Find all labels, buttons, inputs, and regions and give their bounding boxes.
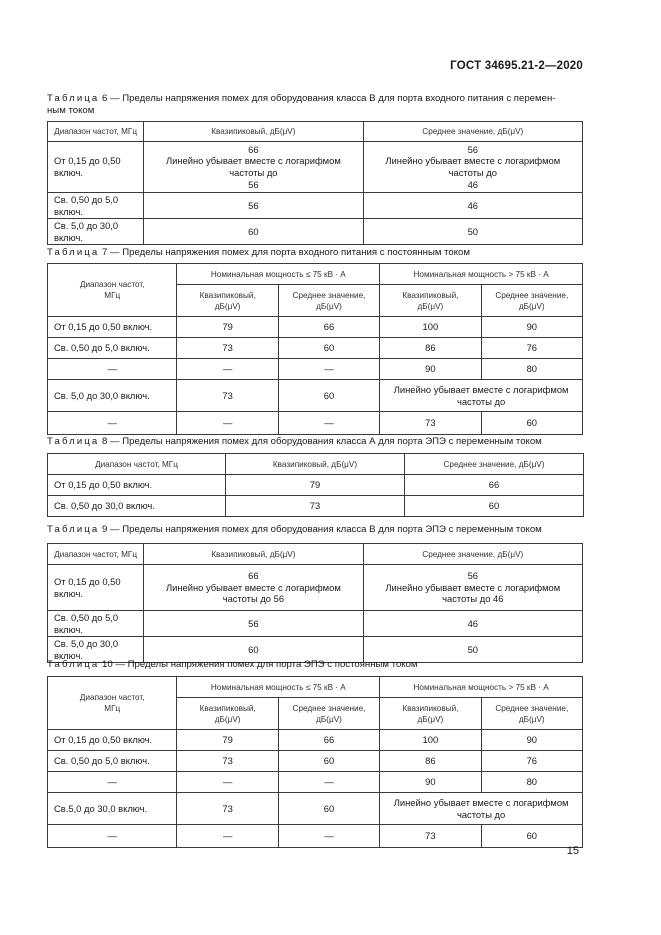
- header-frequency-range: Диапазон частот, МГц: [48, 454, 226, 475]
- caption-word: Таблица: [47, 659, 100, 670]
- table-row: [48, 751, 583, 772]
- table-row: [48, 219, 583, 245]
- table10-caption: [47, 659, 587, 671]
- cell-quasi-peak: 56: [144, 193, 363, 219]
- table-10: [47, 676, 583, 848]
- cell-range: Св. 0,50 до 5,0 включ.: [48, 751, 177, 772]
- cell-value: 76: [481, 338, 582, 359]
- cell-value: —: [278, 359, 379, 380]
- header-line: дБ(μV): [417, 301, 444, 311]
- header-line: Диапазон частот,: [79, 280, 145, 289]
- caption-word: Таблица: [47, 247, 100, 258]
- cell-line: 66: [248, 143, 259, 155]
- cell-range: Св. 0,50 до 5,0 включ.: [48, 193, 144, 219]
- table-row: [48, 611, 583, 637]
- table-row: [48, 793, 583, 825]
- cell-value: 80: [481, 359, 582, 380]
- table-7: [47, 263, 583, 435]
- header-average: Среднее значение, дБ(μV): [363, 544, 582, 565]
- table8-caption: [47, 436, 587, 448]
- cell-line: 56: [467, 570, 478, 582]
- caption-continuation: ным током: [47, 105, 95, 116]
- cell-range: —: [48, 359, 177, 380]
- header-line: Среднее значение,: [495, 703, 569, 713]
- table-row: [48, 380, 583, 412]
- cell-average: [363, 142, 582, 193]
- header-line: Диапазон частот,: [79, 693, 145, 702]
- cell-line: Линейно убывает вместе с логарифмом: [385, 581, 561, 593]
- header-line: дБ(μV): [417, 714, 444, 724]
- cell-quasi-peak: [144, 142, 363, 193]
- cell-line: частоты до: [456, 808, 506, 820]
- header-line: МГц: [104, 704, 121, 713]
- header-line: Квазипиковый,: [402, 290, 459, 300]
- header-quasi-peak: [177, 285, 278, 317]
- cell-range: От 0,15 до 0,50 включ.: [48, 730, 177, 751]
- header-line: Квазипиковый,: [199, 703, 256, 713]
- cell-value: 86: [380, 751, 481, 772]
- table-row: [48, 825, 583, 848]
- header-line: дБ(μV): [214, 301, 241, 311]
- cell-value: 100: [380, 730, 481, 751]
- cell-range: Св. 0,50 до 30,0 включ.: [48, 496, 226, 517]
- header-quasi-peak: Квазипиковый, дБ(μV): [144, 122, 363, 142]
- cell-range: —: [48, 825, 177, 848]
- table-row: [48, 496, 584, 517]
- cell-merged-note: [380, 793, 583, 825]
- caption-text: 7 — Пределы напряжения помех для порта входного питания с постоянным током: [99, 247, 470, 258]
- table7-caption: [47, 247, 587, 259]
- cell-value: 86: [380, 338, 481, 359]
- cell-line: частоты до 56: [222, 593, 285, 605]
- header-frequency-range: [48, 264, 177, 317]
- caption-word: Таблица: [47, 436, 100, 447]
- caption-text: 10 — Пределы напряжения помех для порта ЭПЭ с постоянным током: [99, 659, 418, 670]
- cell-value: —: [177, 825, 278, 848]
- cell-value: —: [278, 825, 379, 848]
- cell-line: Линейно убывает вместе с логарифмом: [385, 155, 561, 167]
- cell-range: Св.5,0 до 30,0 включ.: [48, 793, 177, 825]
- cell-line: частоты до: [448, 167, 497, 178]
- header-quasi-peak: [380, 698, 481, 730]
- table-row: [48, 730, 583, 751]
- cell-value: 90: [380, 772, 481, 793]
- cell-value: —: [177, 412, 278, 435]
- cell-average: 60: [405, 496, 584, 517]
- header-frequency-range: Диапазон частот, МГц: [48, 122, 144, 142]
- cell-range: Св. 5,0 до 30,0 включ.: [48, 637, 144, 663]
- header-frequency-range: Диапазон частот, МГц: [48, 544, 144, 565]
- header-line: МГц: [104, 291, 121, 300]
- cell-value: 80: [481, 772, 582, 793]
- caption-text: 8 — Пределы напряжения помех для оборудования класса А для порта ЭПЭ с переменным током: [99, 436, 542, 447]
- cell-line: 56: [248, 178, 259, 190]
- table-row: [48, 412, 583, 435]
- caption-word: Таблица: [47, 93, 100, 104]
- cell-average: 66: [405, 475, 584, 496]
- cell-range: От 0,15 до 0,50 включ.: [48, 142, 144, 193]
- header-line: Квазипиковый,: [402, 703, 459, 713]
- cell-value: 66: [278, 730, 379, 751]
- cell-value: 79: [177, 317, 278, 338]
- cell-range: Св. 5,0 до 30,0 включ.: [48, 219, 144, 245]
- header-line: дБ(μV): [316, 714, 342, 724]
- header-quasi-peak: Квазипиковый, дБ(μV): [144, 544, 363, 565]
- document-standard-number: ГОСТ 34695.21-2—2020: [450, 60, 583, 72]
- header-power-low: Номинальная мощность ≤ 75 кВ · А: [177, 677, 380, 698]
- cell-value: 60: [481, 412, 582, 435]
- header-quasi-peak: Квазипиковый, дБ(μV): [226, 454, 405, 475]
- header-line: дБ(μV): [214, 714, 241, 724]
- cell-range: —: [48, 772, 177, 793]
- cell-quasi-peak: 79: [226, 475, 405, 496]
- cell-value: 73: [177, 751, 278, 772]
- cell-value: 73: [380, 825, 481, 848]
- cell-range: —: [48, 412, 177, 435]
- header-quasi-peak: [380, 285, 481, 317]
- cell-value: 90: [481, 317, 582, 338]
- caption-text: 6 — Пределы напряжения помех для оборудования класса В для порта входного питания с перемен-: [99, 93, 556, 104]
- header-power-low: Номинальная мощность ≤ 75 кВ · А: [177, 264, 380, 285]
- cell-line: 56: [467, 143, 478, 155]
- caption-word: Таблица: [47, 524, 100, 535]
- header-line: Квазипиковый,: [199, 290, 256, 300]
- header-average: [481, 285, 582, 317]
- cell-line: 46: [467, 178, 478, 190]
- table-row: [48, 317, 583, 338]
- cell-range: От 0,15 до 0,50 включ.: [48, 317, 177, 338]
- table-row: [48, 338, 583, 359]
- cell-range: От 0,15 до 0,50 включ.: [48, 565, 144, 611]
- header-line: Среднее значение,: [292, 703, 366, 713]
- cell-line: Линейно убывает вместе с логарифмом: [393, 383, 569, 395]
- cell-value: —: [278, 772, 379, 793]
- cell-value: 60: [278, 751, 379, 772]
- header-line: дБ(μV): [518, 714, 545, 724]
- cell-value: 60: [278, 338, 379, 359]
- header-line: Среднее значение,: [495, 290, 569, 300]
- cell-quasi-peak: 73: [226, 496, 405, 517]
- cell-value: 66: [278, 317, 379, 338]
- cell-value: 73: [177, 793, 278, 825]
- cell-value: 60: [278, 793, 379, 825]
- header-line: Среднее значение,: [292, 290, 366, 300]
- cell-average: 46: [363, 611, 582, 637]
- cell-value: 79: [177, 730, 278, 751]
- cell-value: —: [177, 359, 278, 380]
- cell-average: 46: [363, 193, 582, 219]
- table-row: [48, 193, 583, 219]
- header-average: [278, 698, 379, 730]
- cell-value: 60: [481, 825, 582, 848]
- cell-value: 73: [177, 338, 278, 359]
- header-average: [481, 698, 582, 730]
- cell-line: Линейно убывает вместе с логарифмом: [393, 796, 569, 808]
- cell-quasi-peak: 60: [144, 637, 363, 663]
- cell-average: 50: [363, 219, 582, 245]
- table-9: [47, 543, 583, 663]
- header-power-high: Номинальная мощность > 75 кВ · А: [380, 264, 583, 285]
- cell-value: 90: [380, 359, 481, 380]
- cell-value: 100: [380, 317, 481, 338]
- table-6: [47, 121, 583, 245]
- header-average: Среднее значение, дБ(μV): [405, 454, 584, 475]
- cell-range: Св. 0,50 до 5,0 включ.: [48, 611, 144, 637]
- cell-range: Св. 0,50 до 5,0 включ.: [48, 338, 177, 359]
- cell-value: 60: [278, 380, 379, 412]
- header-frequency-range: [48, 677, 177, 730]
- cell-value: 90: [481, 730, 582, 751]
- cell-line: частоты до: [456, 395, 506, 407]
- cell-quasi-peak: 60: [144, 219, 363, 245]
- cell-line: 66: [248, 570, 259, 582]
- cell-line: Линейно убывает вместе с логарифмом: [165, 155, 341, 167]
- cell-value: 76: [481, 751, 582, 772]
- table-row: [48, 475, 584, 496]
- cell-value: —: [177, 772, 278, 793]
- cell-line: Линейно убывает вместе с логарифмом: [165, 581, 341, 593]
- header-line: дБ(μV): [518, 301, 545, 311]
- header-quasi-peak: [177, 698, 278, 730]
- cell-range: Св. 5,0 до 30,0 включ.: [48, 380, 177, 412]
- cell-merged-note: [380, 380, 583, 412]
- cell-quasi-peak: [144, 565, 363, 611]
- table6-caption: [47, 93, 587, 117]
- cell-average: 50: [363, 637, 582, 663]
- table-row: [48, 142, 583, 193]
- cell-range: От 0,15 до 0,50 включ.: [48, 475, 226, 496]
- table-row: [48, 772, 583, 793]
- cell-line: частоты до: [229, 167, 278, 178]
- header-power-high: Номинальная мощность > 75 кВ · А: [380, 677, 583, 698]
- cell-value: 73: [380, 412, 481, 435]
- page-number: 15: [566, 845, 579, 857]
- cell-average: [363, 565, 582, 611]
- cell-value: —: [278, 412, 379, 435]
- table-row: [48, 359, 583, 380]
- header-average: Среднее значение, дБ(μV): [363, 122, 582, 142]
- caption-text: 9 — Пределы напряжения помех для оборудования класса В для порта ЭПЭ с переменным током: [99, 524, 542, 535]
- table-row: [48, 565, 583, 611]
- cell-value: 73: [177, 380, 278, 412]
- header-line: дБ(μV): [316, 301, 342, 311]
- table-8: [47, 453, 584, 517]
- cell-quasi-peak: 56: [144, 611, 363, 637]
- cell-line: частоты до 46: [442, 593, 504, 605]
- table9-caption: [47, 524, 587, 536]
- header-average: [278, 285, 379, 317]
